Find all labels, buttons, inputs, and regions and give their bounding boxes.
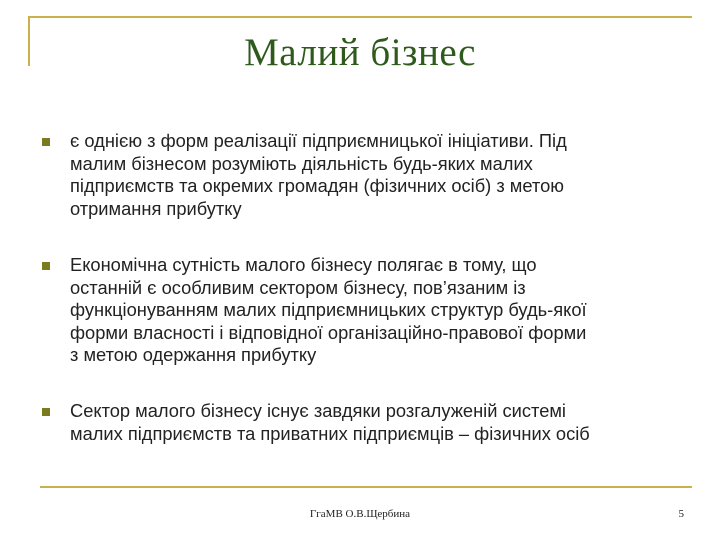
top-decorative-line (28, 16, 692, 18)
bullet-text: Сектор малого бізнесу існує завдяки розгалуженій системі малих підприємств та приватних підприємців – фізичних осіб (70, 400, 590, 444)
square-bullet-icon (42, 138, 50, 146)
page-number: 5 (678, 508, 684, 520)
square-bullet-icon (42, 408, 50, 416)
slide-title: Малий бізнес (244, 31, 476, 74)
bullet-text: є однією з форм реалізації підприємницької ініціативи. Під малим бізнесом розуміють діяльність будь-яких малих підприємств та окремих громадян (фізичних осіб) з метою отримання прибутку (70, 130, 567, 219)
square-bullet-icon (42, 262, 50, 270)
footer-author: ГгаМВ О.В.Щербина (309, 508, 411, 520)
bottom-decorative-line (40, 486, 692, 488)
bullet-text: Економічна сутність малого бізнесу полягає в тому, що останній є особливим сектором бізнесу, пов’язаним із функціонуванням малих підприємницьких структур будь-якої форми власності і відповідної організаційно-правової форми з метою одержання прибутку (70, 254, 587, 365)
